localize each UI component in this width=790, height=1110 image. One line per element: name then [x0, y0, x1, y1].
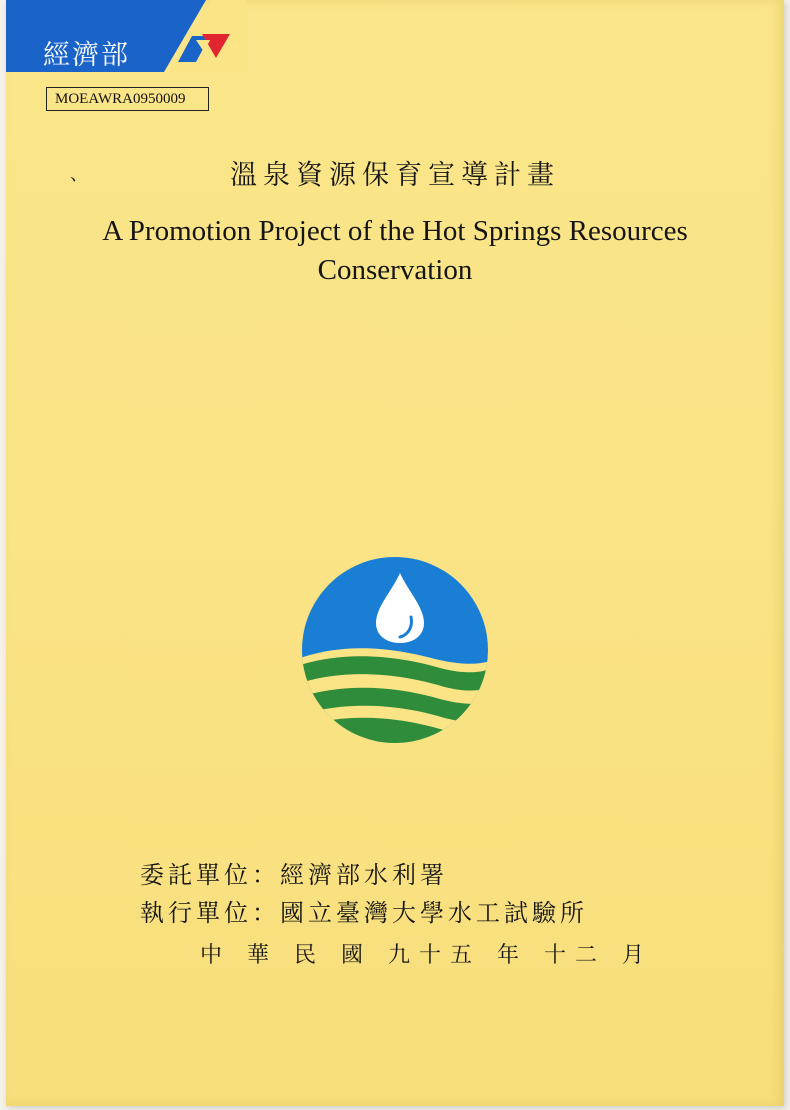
title-chinese: 溫泉資源保育宣導計畫 — [230, 160, 560, 191]
commissioning-agency: 委託單位：經濟部水利署 — [140, 861, 448, 889]
stray-mark: 、 — [70, 164, 88, 185]
title-english-line1: A Promotion Project of the Hot Springs Resources — [102, 215, 688, 247]
executing-agency: 執行單位：國立臺灣大學水工試驗所 — [140, 899, 588, 927]
report-cover — [6, 0, 784, 1106]
title-english-line2: Conservation — [317, 254, 473, 286]
water-resources-emblem-icon — [300, 555, 490, 749]
ministry-name: 經濟部 — [43, 40, 130, 71]
title-english — [6, 212, 784, 290]
report-code: MOEAWRA0950009 — [46, 87, 209, 111]
publication-date: 中 華 民 國 九十五 年 十二 月 — [200, 943, 653, 968]
ministry-banner — [6, 0, 246, 72]
